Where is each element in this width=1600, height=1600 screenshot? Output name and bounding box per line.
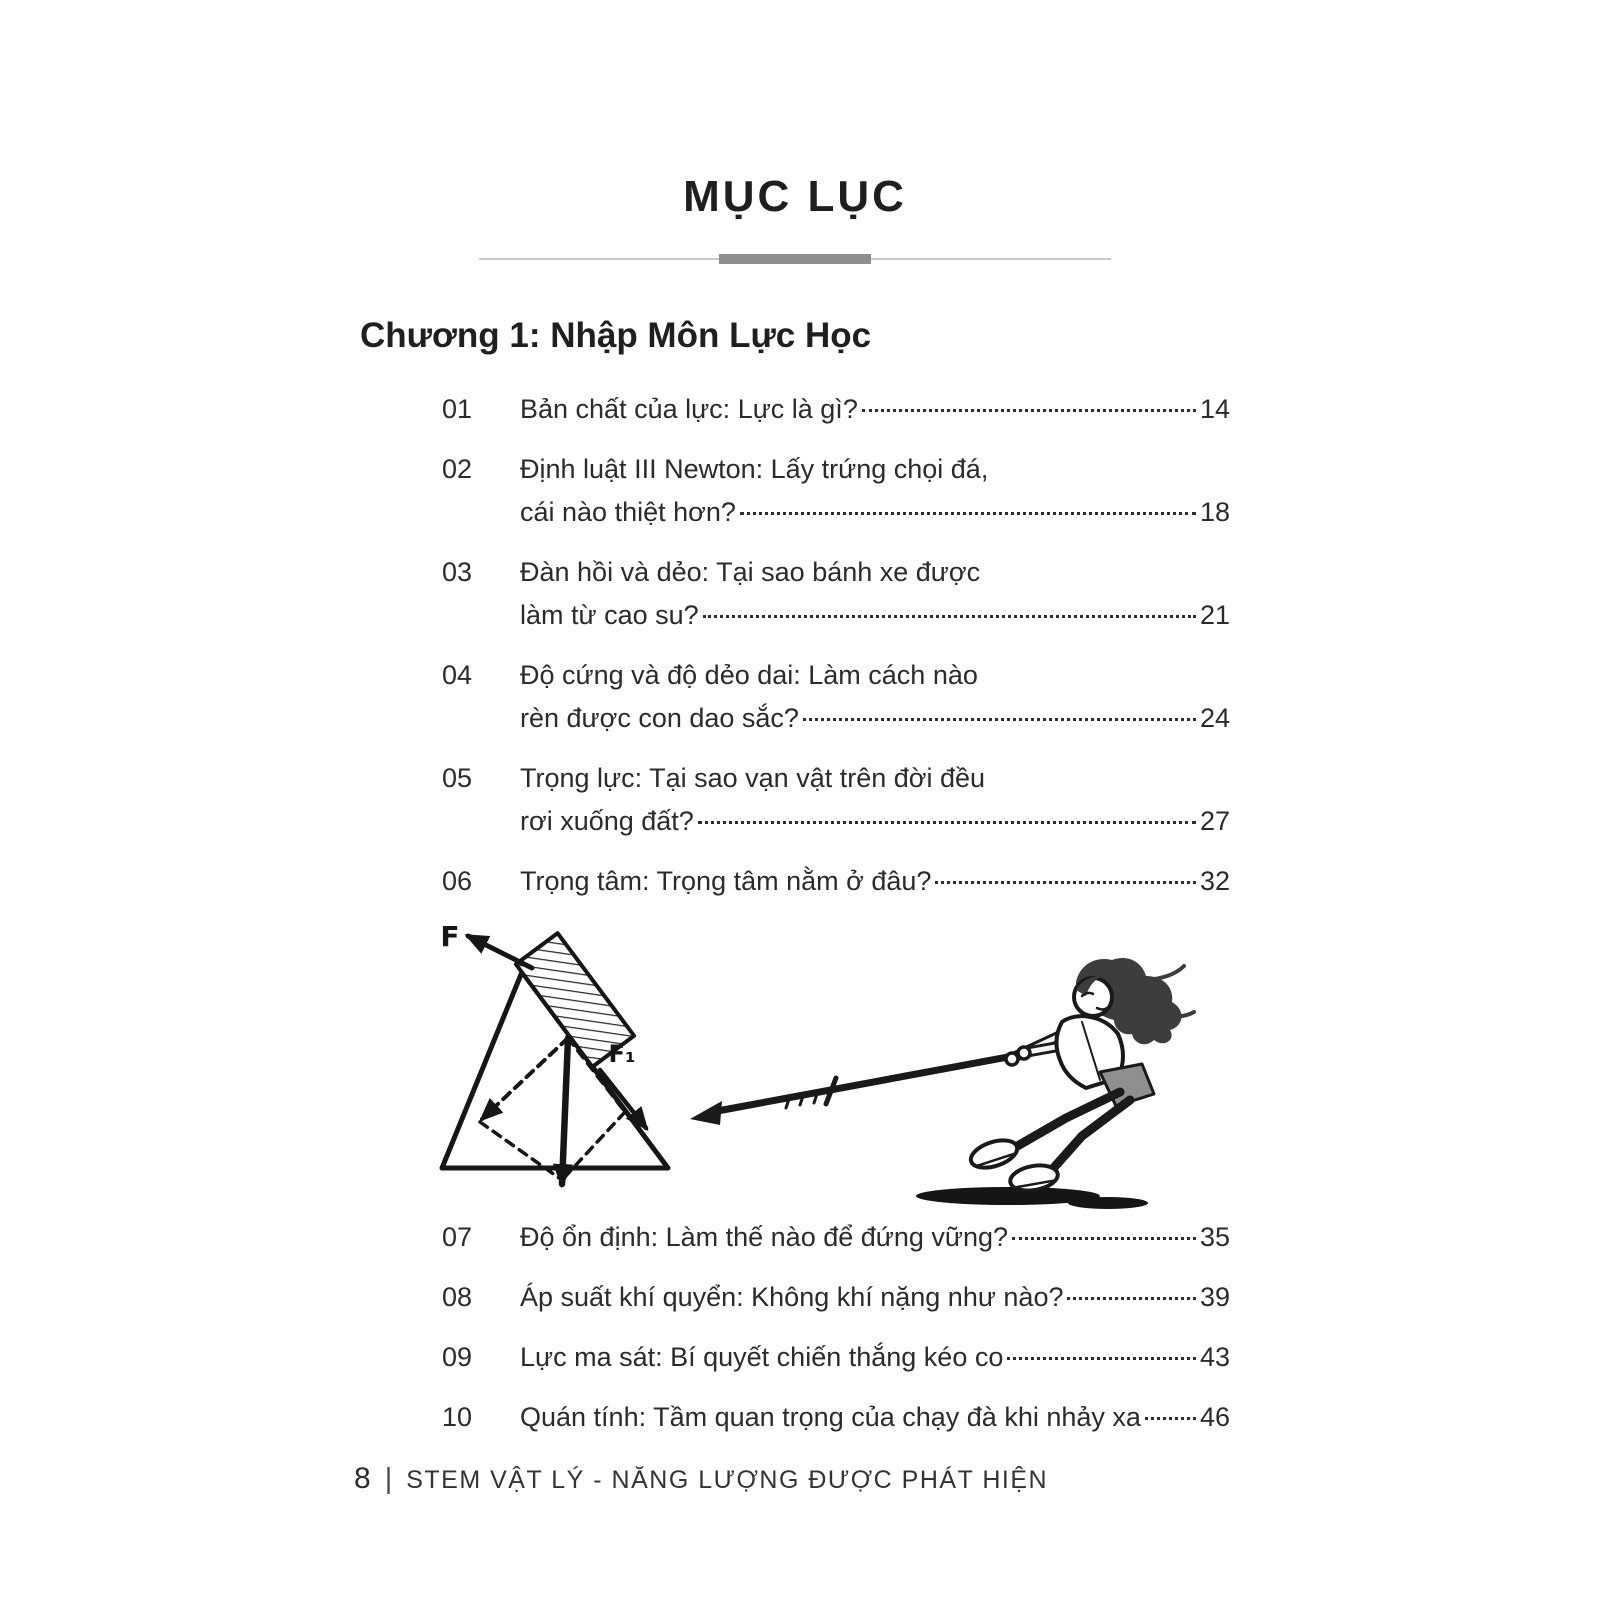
hand	[1018, 1047, 1030, 1059]
toc-entry-page: 43	[1199, 1342, 1230, 1372]
toc-entry-page: 24	[1199, 703, 1230, 733]
dot-leader	[935, 881, 1196, 884]
force-arrow-f	[468, 936, 532, 968]
toc-entry-title: Độ cứng và độ dẻo dai: Làm cách nào	[520, 660, 978, 690]
chapter-illustration	[360, 920, 1230, 1210]
page-content	[360, 0, 1230, 1456]
footer-page-number: 8	[354, 1462, 371, 1495]
dot-leader	[1067, 1297, 1195, 1300]
footer-book-title: STEM VẬT LÝ - NĂNG LƯỢNG ĐƯỢC PHÁT HIỆN	[406, 1466, 1049, 1494]
toc-entry-number: 03	[442, 557, 473, 587]
shadow	[1068, 1197, 1148, 1209]
toc-entry	[442, 654, 1230, 740]
girl-figure	[967, 958, 1194, 1194]
toc-entry-title: Độ ổn định: Làm thế nào để đứng vững?	[520, 1222, 1008, 1252]
dot-leader	[1007, 1357, 1196, 1360]
toc-entry	[442, 1336, 1230, 1379]
spear	[690, 1054, 1024, 1125]
toc-entry	[442, 448, 1230, 534]
dot-leader	[740, 512, 1196, 515]
toc-entry-number: 04	[442, 660, 473, 690]
toc-entry	[442, 1276, 1230, 1319]
force-label-f1: F₁	[608, 1040, 636, 1068]
dot-leader	[1012, 1237, 1196, 1240]
head	[1074, 978, 1112, 1016]
weight-arrow	[562, 1038, 568, 1184]
dot-leader	[803, 718, 1196, 721]
dot-leader	[862, 409, 1196, 412]
page-title: MỤC LỤC	[683, 172, 907, 221]
chapter-heading: Chương 1: Nhập Môn Lực Học	[360, 316, 872, 355]
toc-entry-number: 05	[442, 763, 473, 793]
mouth	[1097, 1008, 1107, 1010]
force-arrow-f1	[600, 1070, 646, 1128]
physics-diagram	[440, 920, 668, 1184]
toc-entry-page: 27	[1199, 806, 1230, 836]
toc-entry-title: Quán tính: Tầm quan trọng của chạy đà khi nhảy xa	[520, 1402, 1141, 1432]
girl-illustration	[690, 958, 1194, 1209]
component-arrow	[482, 1038, 568, 1119]
toc-entry	[442, 1396, 1230, 1439]
hand	[1006, 1053, 1018, 1065]
toc-entry-page: 46	[1199, 1402, 1230, 1432]
toc-entry	[442, 551, 1230, 637]
toc-entry-number: 09	[442, 1342, 473, 1372]
toc-entry-number: 01	[442, 394, 473, 424]
section-divider	[479, 254, 1111, 264]
toc-entry-number: 07	[442, 1222, 473, 1252]
toc-entry-number: 02	[442, 454, 473, 484]
toc-entry-title: Trọng tâm: Trọng tâm nằm ở đâu?	[520, 866, 932, 896]
dot-leader	[1145, 1417, 1196, 1420]
toc-entry-number: 10	[442, 1402, 473, 1432]
toc-entry-title: Định luật III Newton: Lấy trứng chọi đá,	[520, 454, 989, 484]
toc-entry-page: 18	[1199, 497, 1230, 527]
toc-entry-title: Lực ma sát: Bí quyết chiến thắng kéo co	[520, 1342, 1004, 1372]
toc-entry	[442, 860, 1230, 903]
toc-entry	[442, 1216, 1230, 1259]
toc-entry-title: Bản chất của lực: Lực là gì?	[520, 394, 858, 424]
toc-entry-title-line2: rơi xuống đất?	[520, 806, 694, 836]
toc-entry-number: 08	[442, 1282, 473, 1312]
toc-entry	[442, 388, 1230, 431]
toc-list-bottom	[360, 1216, 1230, 1439]
toc-entry-page: 35	[1199, 1222, 1230, 1252]
divider-accent	[719, 254, 871, 264]
construction-line	[480, 1122, 562, 1180]
force-label-f: F	[440, 920, 460, 953]
footer-separator: |	[384, 1463, 393, 1495]
toc-entry-title: Trọng lực: Tại sao vạn vật trên đời đều	[520, 763, 986, 793]
toc-list-top	[360, 388, 1230, 903]
dot-leader	[703, 615, 1196, 618]
toc-entry	[442, 757, 1230, 843]
toc-entry-title: Đàn hồi và dẻo: Tại sao bánh xe được	[520, 557, 981, 587]
page-footer	[354, 1462, 1048, 1496]
toc-entry-title-line2: cái nào thiệt hơn?	[520, 497, 736, 527]
toc-entry-title-line2: rèn được con dao sắc?	[520, 703, 799, 733]
toc-entry-page: 39	[1199, 1282, 1230, 1312]
toc-entry-page: 21	[1199, 600, 1230, 630]
toc-entry-page: 14	[1199, 394, 1230, 424]
toc-entry-title: Áp suất khí quyển: Không khí nặng như nào?	[520, 1282, 1064, 1312]
dot-leader	[698, 821, 1196, 824]
toc-entry-page: 32	[1199, 866, 1230, 896]
toc-entry-title-line2: làm từ cao su?	[520, 600, 699, 630]
toc-entry-number: 06	[442, 866, 473, 896]
